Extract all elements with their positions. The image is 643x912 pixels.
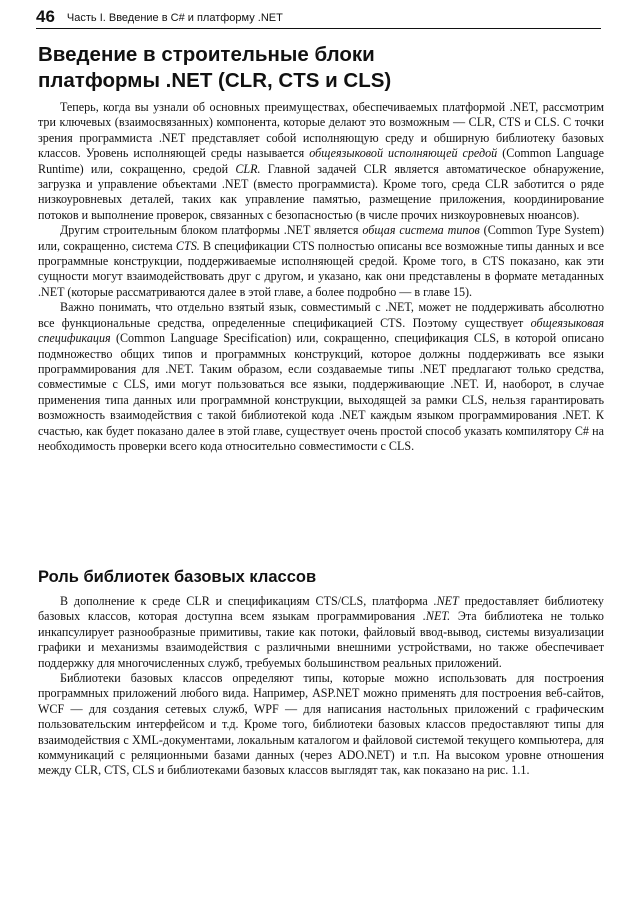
italic-term: .NET bbox=[433, 594, 459, 608]
paragraph-text: (Common Type System) или, сокращенно, система bbox=[38, 223, 604, 253]
italic-term: общеязыковая спецификация bbox=[38, 315, 604, 346]
page-number: 46 bbox=[36, 7, 55, 26]
subsection-body bbox=[38, 594, 604, 779]
paragraph-text: Теперь, когда вы узнали об основных преимуществах, обеспечиваемых платформой .NET, рассмотрим три ключевых (взаимосвязанных) компонента, которые делают это возможным — CLR, CTS и CLS. С точки зрения программиста .NET представляет собой исполняющую среду и обширную библиотеку базовых классов. Уровень исполняющей среды называется bbox=[38, 100, 604, 161]
paragraph-text: Другим строительным блоком платформы .NET является bbox=[60, 223, 363, 238]
paragraph: Библиотеки базовых классов определяют типы, которые можно использовать для построения программных приложений любого вида. Например, ASP.NET можно применять для построения веб-сайтов, WCF — для создания сетевых служб, WPF — для написания настольных приложений с графическим пользовательским интерфейсом и т.д. Кроме того, библиотеки базовых классов предоставляют типы для взаимодействия с XML-документами, локальным каталогом и файловой системой текущего компьютера, для коммуникаций с реляционными базами данных (через ADO.NET) и т.п. На высоком уровне отношения между CLR, CTS, CLS и библиотеками базовых классов выглядят так, как показано на рис. 1.1. bbox=[38, 671, 604, 778]
paragraph-text: Главной задачей CLR является автоматическое обнаружение, загрузка и управление объектами .NET (вместо программиста). Кроме того, среда CLR заботится о ряде низкоуровневых деталей, таких как управление памятью, размещение приложения, координирование потоков и выполнение проверок, связанных с безопасностью (в числе прочих низкоуровневых нюансов). bbox=[38, 161, 604, 222]
paragraph-text: В дополнение к среде CLR и спецификациям CTS/CLS, платформа bbox=[60, 594, 434, 608]
subsection-title: Роль библиотек базовых классов bbox=[38, 568, 317, 586]
paragraph bbox=[38, 594, 604, 671]
italic-term: CLR. bbox=[235, 161, 261, 176]
paragraph-text: Эта библиотека не только инкапсулирует разнообразные примитивы, такие как потоки, файловый ввод-вывод, системы визуализации графики и механизмы взаимодействия с различными внешними устройствами, но также обеспечивает поддержку для многочисленных служб, требуемых большинством реальных приложений. bbox=[38, 609, 604, 670]
section-title bbox=[38, 42, 598, 94]
italic-term: общеязыковой исполняющей средой bbox=[309, 146, 498, 161]
section-body bbox=[38, 100, 604, 454]
paragraph-text: (Common Language Specification) или, сокращенно, спецификация CLS, в которой описано подмножество общих типов и программных конструкций, которое должны поддерживать все языки программирования для .NET. Таким образом, если создаваемые типы .NET предлагают только средства, совместимые с CLS, ими могут пользоваться все языки, поддерживающие .NET. И, наоборот, в случае применения типа данных или программной конструкции, выходящей за рамки CLS, нельзя гарантировать возможность взаимодействия с такой библиотекой кода .NET каждым языком программирования .NET. К счастью, как будет показано далее в этой главе, существует очень простой способ указать компилятору C# на необходимость проверки всего кода относительно совместимости с CLS. bbox=[38, 331, 604, 453]
italic-term: CTS. bbox=[175, 238, 200, 253]
italic-term: общая система типов bbox=[362, 223, 480, 238]
running-title: Часть I. Введение в C# и платформу .NET bbox=[66, 12, 283, 24]
italic-term: .NET. bbox=[422, 609, 451, 624]
paragraph-text: предоставляет библиотеку базовых классов, которая доступна всем языкам программирования bbox=[38, 594, 604, 624]
paragraph bbox=[38, 100, 604, 223]
page-header bbox=[36, 6, 601, 29]
paragraph-text: Важно понимать, что отдельно взятый язык, совместимый с .NET, может не поддерживать абсолютно все функциональные средства, определенные спецификацией CTS. Поэтому существует bbox=[38, 300, 604, 330]
section-title-line1: Введение в строительные блоки bbox=[38, 43, 375, 66]
paragraph-text: (Common Language Runtime) или, сокращенно, средой bbox=[38, 146, 604, 176]
paragraph bbox=[38, 223, 604, 300]
paragraph bbox=[38, 300, 604, 454]
section-title-line2: платформы .NET (CLR, CTS и CLS) bbox=[38, 69, 392, 92]
paragraph-text: В спецификации CTS полностью описаны все возможные типы данных и все программные конструкции, поддерживаемые исполняющей средой. Кроме того, в CTS показано, как эти сущности могут взаимодействовать друг с другом, и указано, как они представлены в формате метаданных .NET (которые рассматриваются далее в этой главе, а более подробно — в главе 15). bbox=[38, 238, 604, 299]
